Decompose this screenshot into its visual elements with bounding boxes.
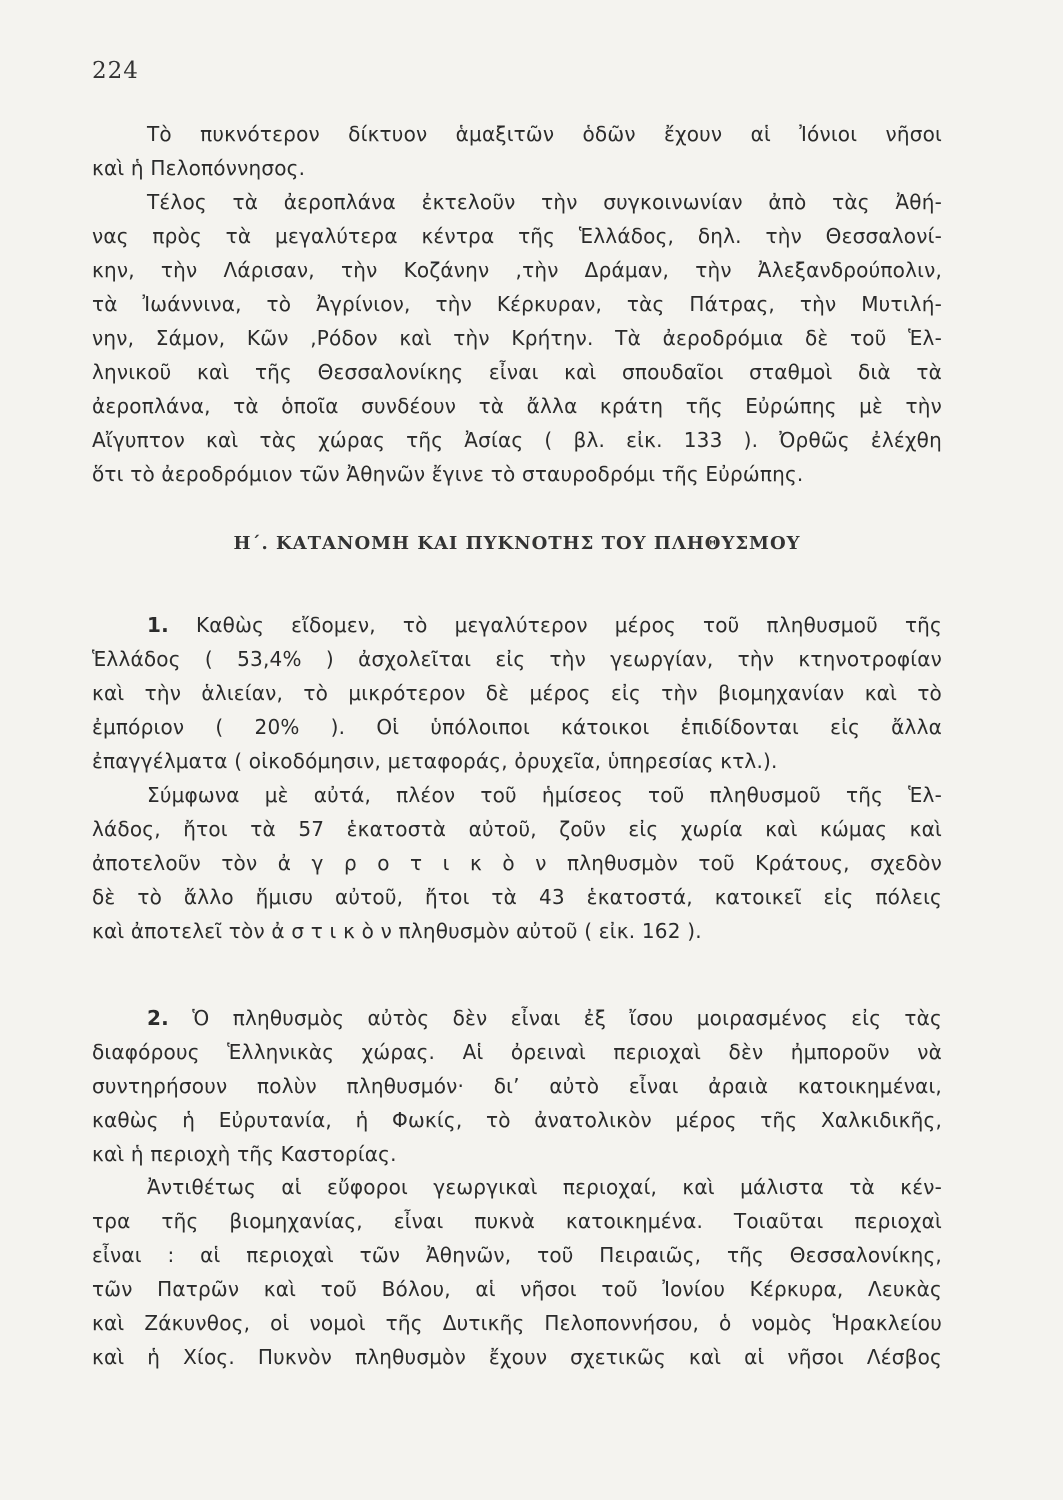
- text-line: ἀποτελοῦν τὸν ἀ γ ρ ο τ ι κ ὸ ν πληθυσμὸν τοῦ Κράτους, σχεδὸν: [92, 851, 942, 875]
- text-line: ἐπαγγέλματα ( οἰκοδόμησιν, μεταφοράς, ὀρυχεῖα, ὑπηρεσίας κτλ.).: [92, 749, 778, 773]
- section-number: 1.: [147, 613, 169, 637]
- text-line: Τὸ πυκνότερον δίκτυον ἁμαξιτῶν ὁδῶν ἔχουν αἱ Ἰόνιοι νῆσοι: [147, 122, 942, 146]
- text-line: [92, 1001, 942, 1035]
- text-line: καὶ ἀποτελεῖ τὸν ἀ σ τ ι κ ὸ ν πληθυσμὸν αὐτοῦ ( εἰκ. 162 ).: [92, 919, 702, 943]
- text-line: κην, τὴν Λάρισαν, τὴν Κοζάνην ,τὴν Δράμαν, τὴν Ἀλεξανδρούπολιν,: [92, 258, 942, 282]
- text-span: Καθὼς εἴδομεν, τὸ μεγαλύτερον μέρος τοῦ πληθυσμοῦ τῆς: [195, 613, 942, 637]
- text-line: Σύμφωνα μὲ αὐτά, πλέον τοῦ ἡμίσεος τοῦ πληθυσμοῦ τῆς Ἑλ-: [147, 783, 942, 807]
- text-line: ληνικοῦ καὶ τῆς Θεσσαλονίκης εἶναι καὶ σπουδαῖοι σταθμοὶ διὰ τὰ: [92, 360, 942, 384]
- text-line: ἀεροπλάνα, τὰ ὁποῖα συνδέουν τὰ ἄλλα κράτη τῆς Εὐρώπης μὲ τὴν: [92, 394, 942, 418]
- page-number: 224: [92, 58, 139, 84]
- text-line: Αἴγυπτον καὶ τὰς χώρας τῆς Ἀσίας ( βλ. εἰκ. 133 ). Ὀρθῶς ἐλέχθη: [92, 428, 942, 452]
- text-line: δὲ τὸ ἄλλο ἥμισυ αὐτοῦ, ἤτοι τὰ 43 ἑκατοστά, κατοικεῖ εἰς πόλεις: [92, 885, 942, 909]
- text-line: Τέλος τὰ ἀεροπλάνα ἐκτελοῦν τὴν συγκοινωνίαν ἀπὸ τὰς Ἀθή-: [147, 190, 942, 214]
- text-line: καὶ τὴν ἁλιείαν, τὸ μικρότερον δὲ μέρος εἰς τὴν βιομηχανίαν καὶ τὸ: [92, 681, 942, 705]
- text-line: Ἀντιθέτως αἱ εὔφοροι γεωργικαὶ περιοχαί, καὶ μάλιστα τὰ κέν-: [147, 1175, 942, 1199]
- text-line: [92, 608, 942, 642]
- text-line: καὶ ἡ Πελοπόννησος.: [92, 156, 306, 180]
- paragraph-roads: [92, 117, 942, 185]
- paragraph-section-1: [92, 608, 942, 778]
- text-line: εἶναι : αἱ περιοχαὶ τῶν Ἀθηνῶν, τοῦ Πειραιῶς, τῆς Θεσσαλονίκης,: [92, 1243, 942, 1267]
- paragraph-section-1b: [92, 778, 942, 948]
- text-line: λάδος, ἤτοι τὰ 57 ἑκατοστὰ αὐτοῦ, ζοῦν εἰς χωρία καὶ κώμας καὶ: [92, 817, 942, 841]
- paragraph-airplanes: [92, 185, 942, 491]
- text-line: Ἑλλάδος ( 53,4% ) ἀσχολεῖται εἰς τὴν γεωργίαν, τὴν κτηνοτροφίαν: [92, 647, 942, 671]
- text-line: ὅτι τὸ ἀεροδρόμιον τῶν Ἀθηνῶν ἔγινε τὸ σταυροδρόμι τῆς Εὐρώπης.: [92, 462, 804, 486]
- text-line: τῶν Πατρῶν καὶ τοῦ Βόλου, αἱ νῆσοι τοῦ Ἰονίου Κέρκυρα, Λευκὰς: [92, 1277, 942, 1301]
- text-line: τὰ Ἰωάννινα, τὸ Ἀγρίνιον, τὴν Κέρκυραν, τὰς Πάτρας, τὴν Μυτιλή-: [92, 292, 942, 316]
- text-span: Ὁ πληθυσμὸς αὐτὸς δὲν εἶναι ἐξ ἴσου μοιρασμένος εἰς τὰς: [192, 1006, 942, 1030]
- text-line: νας πρὸς τὰ μεγαλύτερα κέντρα τῆς Ἑλλάδος, δηλ. τὴν Θεσσαλονί-: [92, 224, 942, 248]
- text-line: νην, Σάμον, Κῶν ,Ρόδον καὶ τὴν Κρήτην. Τὰ ἀεροδρόμια δὲ τοῦ Ἑλ-: [92, 326, 942, 350]
- section-number: 2.: [147, 1006, 169, 1030]
- text-line: καθὼς ἡ Εὐρυτανία, ἡ Φωκίς, τὸ ἀνατολικὸν μέρος τῆς Χαλκιδικῆς,: [92, 1108, 942, 1132]
- text-line: καὶ Ζάκυνθος, οἱ νομοὶ τῆς Δυτικῆς Πελοποννήσου, ὁ νομὸς Ἡρακλείου: [92, 1311, 942, 1335]
- text-line: τρα τῆς βιομηχανίας, εἶναι πυκνὰ κατοικημένα. Τοιαῦται περιοχαὶ: [92, 1209, 942, 1233]
- text-line: συντηρήσουν πολὺν πληθυσμόν· δι’ αὐτὸ εἶναι ἀραιὰ κατοικημέναι,: [92, 1074, 942, 1098]
- section-heading: Η΄. ΚΑΤΑΝΟΜΗ ΚΑΙ ΠΥΚΝΟΤΗΣ ΤΟΥ ΠΛΗΘΥΣΜΟΥ: [233, 533, 801, 554]
- paragraph-section-2b: [92, 1170, 942, 1374]
- text-line: διαφόρους Ἑλληνικὰς χώρας. Αἱ ὀρειναὶ περιοχαὶ δὲν ἠμποροῦν νὰ: [92, 1040, 942, 1064]
- text-line: καὶ ἡ περιοχὴ τῆς Καστορίας.: [92, 1142, 397, 1166]
- text-line: ἐμπόριον ( 20% ). Οἱ ὑπόλοιποι κάτοικοι ἐπιδίδονται εἰς ἄλλα: [92, 715, 942, 739]
- text-line: καὶ ἡ Χίος. Πυκνὸν πληθυσμὸν ἔχουν σχετικῶς καὶ αἱ νῆσοι Λέσβος: [92, 1345, 942, 1369]
- paragraph-section-2: [92, 1001, 942, 1171]
